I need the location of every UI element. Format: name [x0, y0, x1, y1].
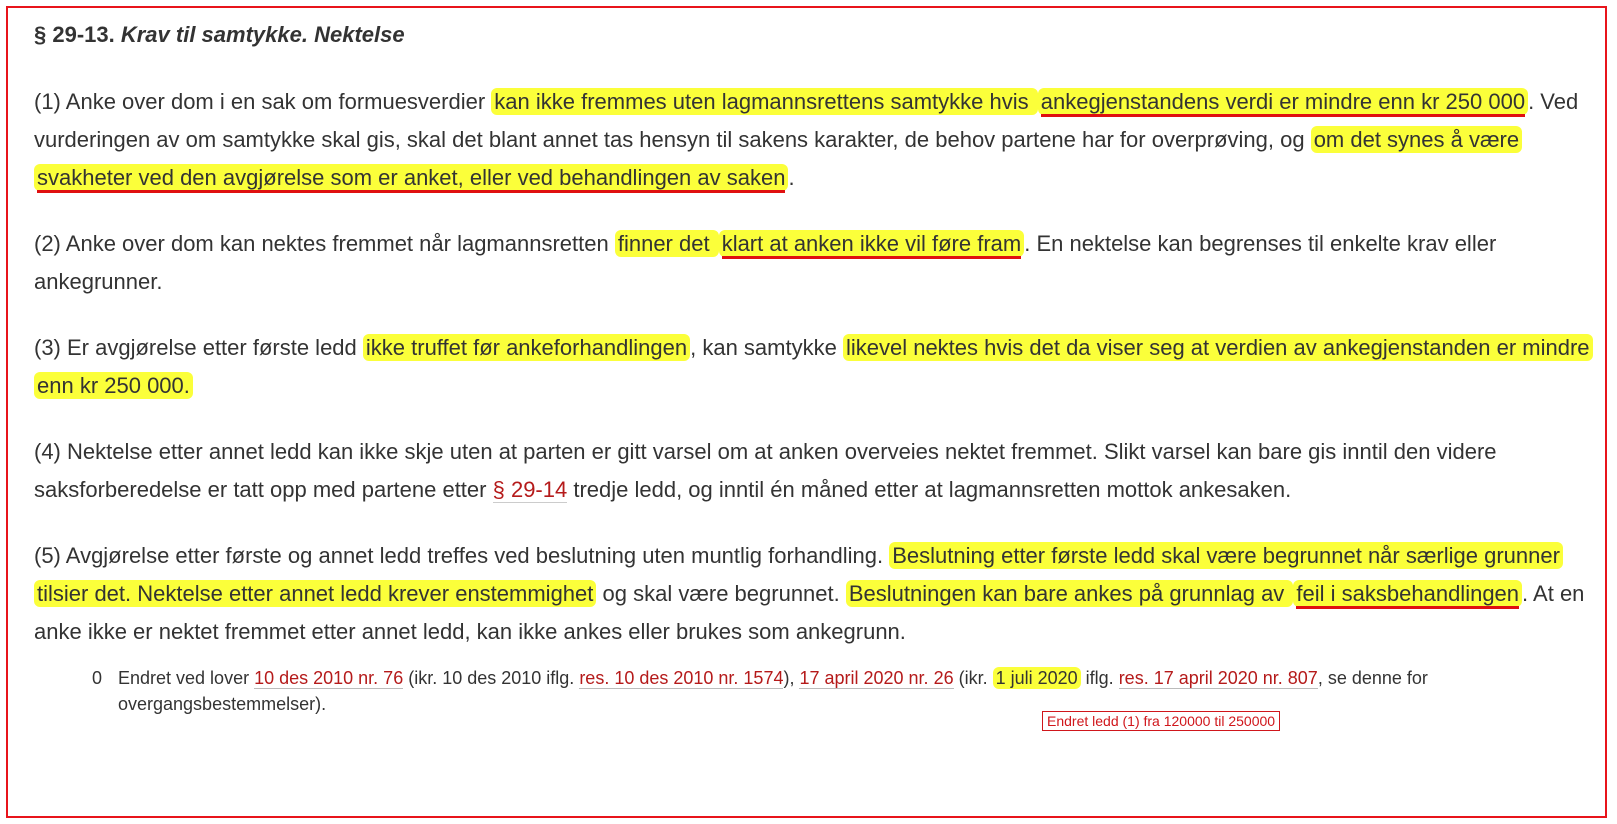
- highlighted-text: [1293, 580, 1522, 607]
- law-reference-link[interactable]: 17 april 2020 nr. 26: [799, 668, 954, 688]
- ledd-1: [34, 83, 1594, 197]
- section-heading: [34, 20, 1594, 50]
- highlighted-text: ikke truffet før ankeforhandlingen: [363, 334, 690, 361]
- highlighted-text: 1 juli 2020: [993, 667, 1081, 689]
- text-run: , kan samtykke: [690, 335, 843, 360]
- text-run: , se denne for overgangsbestemmelser).: [118, 668, 1428, 714]
- law-reference-link[interactable]: § 29-14: [492, 477, 568, 502]
- highlighted-text: [1038, 88, 1528, 115]
- amendment-note: [34, 665, 1594, 717]
- text-run: (ikr. 10 des 2010 iflg.: [403, 668, 580, 688]
- law-reference-link[interactable]: res. 10 des 2010 nr. 1574: [579, 668, 784, 688]
- law-reference-link[interactable]: res. 17 april 2020 nr. 807: [1118, 668, 1318, 688]
- annotation-callout: Endret ledd (1) fra 120000 til 250000: [1042, 711, 1280, 731]
- highlighted-text: [719, 230, 1025, 257]
- text-run: .: [788, 165, 795, 190]
- text-run: og skal være begrunnet.: [596, 581, 846, 606]
- highlighted-text: Beslutning etter første ledd skal være begrunnet når særlige grunner tilsier det. Nektelse etter annet ledd krever enstemmighet: [34, 542, 1563, 607]
- underlined-text: feil i saksbehandlingen: [1296, 581, 1519, 609]
- highlighted-text: likevel nektes hvis det da viser seg at verdien av ankegjenstanden er mindre enn kr 250 000.: [34, 334, 1593, 399]
- highlighted-text: Beslutningen kan bare ankes på grunnlag av: [846, 580, 1294, 607]
- text-run: iflg.: [1080, 668, 1119, 688]
- law-section: [34, 20, 1594, 717]
- text-run: . Ved vurderingen av om samtykke skal gis, skal det blant annet tas hensyn til sakens karakter, de behov partene har for overprøving, og: [34, 89, 1579, 152]
- section-title: Krav til samtykke. Nektelse: [120, 22, 405, 47]
- text-run: (5) Avgjørelse etter første og annet ledd treffes ved beslutning uten muntlig forhandling.: [34, 543, 890, 568]
- note-text: [92, 665, 1594, 717]
- underlined-text: klart at anken ikke vil føre fram: [722, 231, 1022, 259]
- text-run: (1) Anke over dom i en sak om formuesverdier: [34, 89, 492, 114]
- underlined-text: svakheter ved den avgjørelse som er anket, eller ved behandlingen av saken: [37, 165, 785, 193]
- highlighted-text: om det synes å være: [1311, 126, 1522, 153]
- document-frame: [6, 6, 1607, 818]
- ledd-3: [34, 329, 1594, 405]
- ledd-5: [34, 537, 1594, 651]
- ledd-2: [34, 225, 1594, 301]
- text-run: ),: [783, 668, 800, 688]
- highlighted-text: finner det: [615, 230, 719, 257]
- highlighted-text: kan ikke fremmes uten lagmannsrettens samtykke hvis: [491, 88, 1037, 115]
- text-run: Endret ved lover: [118, 668, 255, 688]
- highlighted-text: [34, 164, 788, 191]
- text-run: (2) Anke over dom kan nektes fremmet når lagmannsretten: [34, 231, 615, 256]
- section-number: § 29-13.: [34, 22, 115, 47]
- text-run: (3) Er avgjørelse etter første ledd: [34, 335, 363, 360]
- law-reference-link[interactable]: 10 des 2010 nr. 76: [254, 668, 404, 688]
- text-run: tredje ledd, og inntil én måned etter at lagmannsretten mottok ankesaken.: [567, 477, 1292, 502]
- underlined-text: ankegjenstandens verdi er mindre enn kr 250 000: [1041, 89, 1525, 117]
- text-run: . En nektelse kan begrenses til enkelte krav eller ankegrunner.: [34, 231, 1497, 294]
- note-bullet: 0: [92, 668, 103, 688]
- ledd-4: [34, 433, 1594, 509]
- text-run: . At en anke ikke er nektet fremmet etter annet ledd, kan ikke ankes eller brukes som ankegrunn.: [34, 581, 1585, 644]
- text-run: (4) Nektelse etter annet ledd kan ikke skje uten at parten er gitt varsel om at anken overveies nektet fremmet. Slikt varsel kan bare gis inntil den videre saksforberedelse er tatt opp med partene etter: [34, 439, 1497, 502]
- text-run: (ikr.: [953, 668, 993, 688]
